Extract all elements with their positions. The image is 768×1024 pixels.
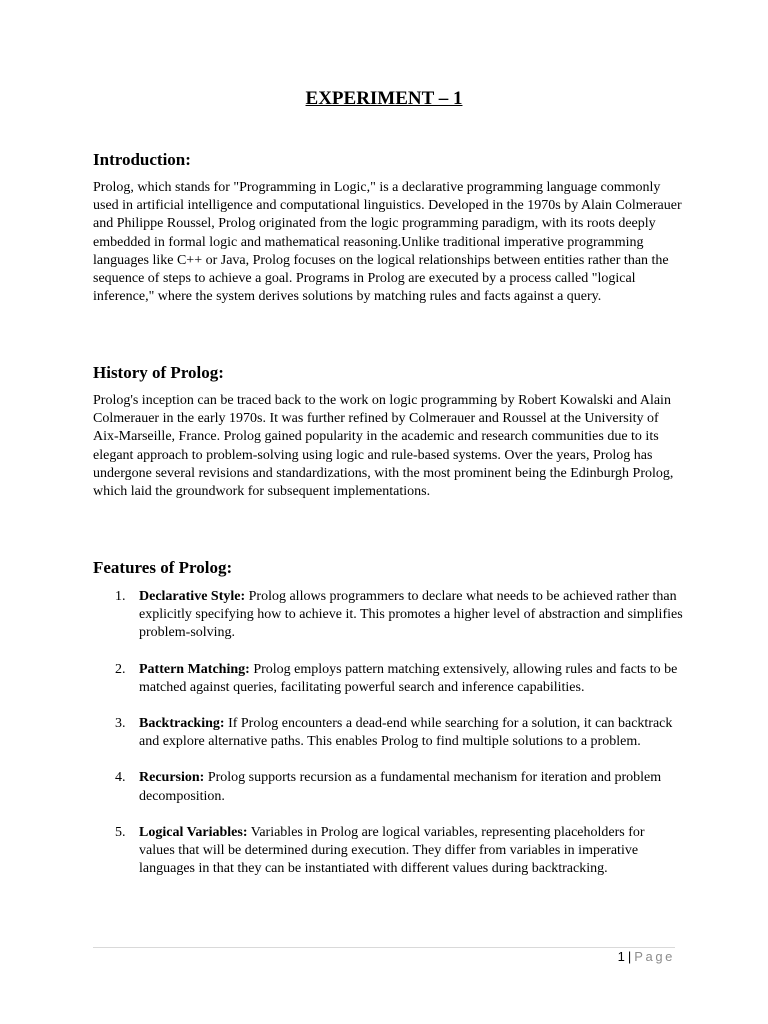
feature-item-declarative-style: [93, 588, 683, 643]
introduction-heading: Introduction:: [93, 150, 191, 169]
page-number: 1: [617, 949, 625, 964]
feature-number: 1.: [115, 589, 126, 604]
feature-number: 5.: [115, 824, 126, 840]
feature-term: Recursion:: [139, 770, 205, 786]
page-footer: [618, 948, 675, 966]
feature-number: 2.: [115, 661, 126, 677]
feature-term: Pattern Matching:: [139, 661, 250, 677]
feature-item-pattern-matching: [93, 661, 683, 697]
feature-term: Logical Variables:: [139, 824, 248, 840]
feature-item-logical-variables: [93, 824, 683, 879]
feature-item-backtracking: [93, 715, 683, 751]
introduction-paragraph: Prolog, which stands for "Programming in Logic," is a declarative programming language commonly used in artificial intelligence and computational linguistics. Developed in the 1970s by Alain Colmerauer and Philippe Roussel, Prolog originated from the logic programming paradigm, with its roots deeply embedded in formal logic and mathematical reasoning.Unlike traditional imperative programming languages like C++ or Java, Prolog focuses on the logical relationships between entities rather than the sequence of steps to achieve a goal. Programs in Prolog are executed by a process called "logical inference," where the system derives solutions by matching rules and facts against a query.: [93, 180, 682, 305]
feature-item-recursion: [93, 769, 683, 805]
feature-term: Backtracking:: [139, 716, 225, 732]
feature-number: 4.: [115, 770, 126, 786]
features-list: [93, 588, 683, 896]
history-paragraph: Prolog's inception can be traced back to the work on logic programming by Robert Kowalski and Alain Colmerauer in the early 1970s. It was further refined by Colmerauer and Roussel at the University of Aix-Marseille, France. Prolog gained popularity in the academic and research communities due to its elegant approach to problem-solving using logic and rule-based systems. Over the years, Prolog has undergone several revisions and standardizations, with the most prominent being the Edinburgh Prolog, which laid the groundwork for subsequent implementations.: [93, 393, 674, 500]
page-label: Page: [634, 949, 675, 964]
footer-separator: |: [627, 949, 632, 964]
feature-description: Variables in Prolog are logical variables, representing placeholders for values that will be determined during execution. They differ from variables in imperative languages in that they can be instantiated with different values during backtracking.: [139, 824, 645, 877]
feature-description: Prolog supports recursion as a fundamental mechanism for iteration and problem decomposition.: [139, 770, 662, 804]
feature-term: Declarative Style:: [139, 589, 246, 604]
feature-number: 3.: [115, 716, 126, 732]
feature-description: Prolog allows programmers to declare what needs to be achieved rather than explicitly specifying how to achieve it. This promotes a higher level of abstraction and simplifies problem-solving.: [139, 589, 683, 641]
history-heading: History of Prolog:: [93, 363, 224, 382]
feature-description: If Prolog encounters a dead-end while searching for a solution, it can backtrack and explore alternative paths. This enables Prolog to find multiple solutions to a problem.: [139, 716, 673, 750]
page-title: EXPERIMENT – 1: [305, 88, 463, 109]
feature-description: Prolog employs pattern matching extensively, allowing rules and facts to be matched against queries, facilitating powerful search and inference capabilities.: [139, 661, 678, 695]
footer-divider: [93, 947, 675, 948]
features-heading: Features of Prolog:: [93, 558, 233, 577]
